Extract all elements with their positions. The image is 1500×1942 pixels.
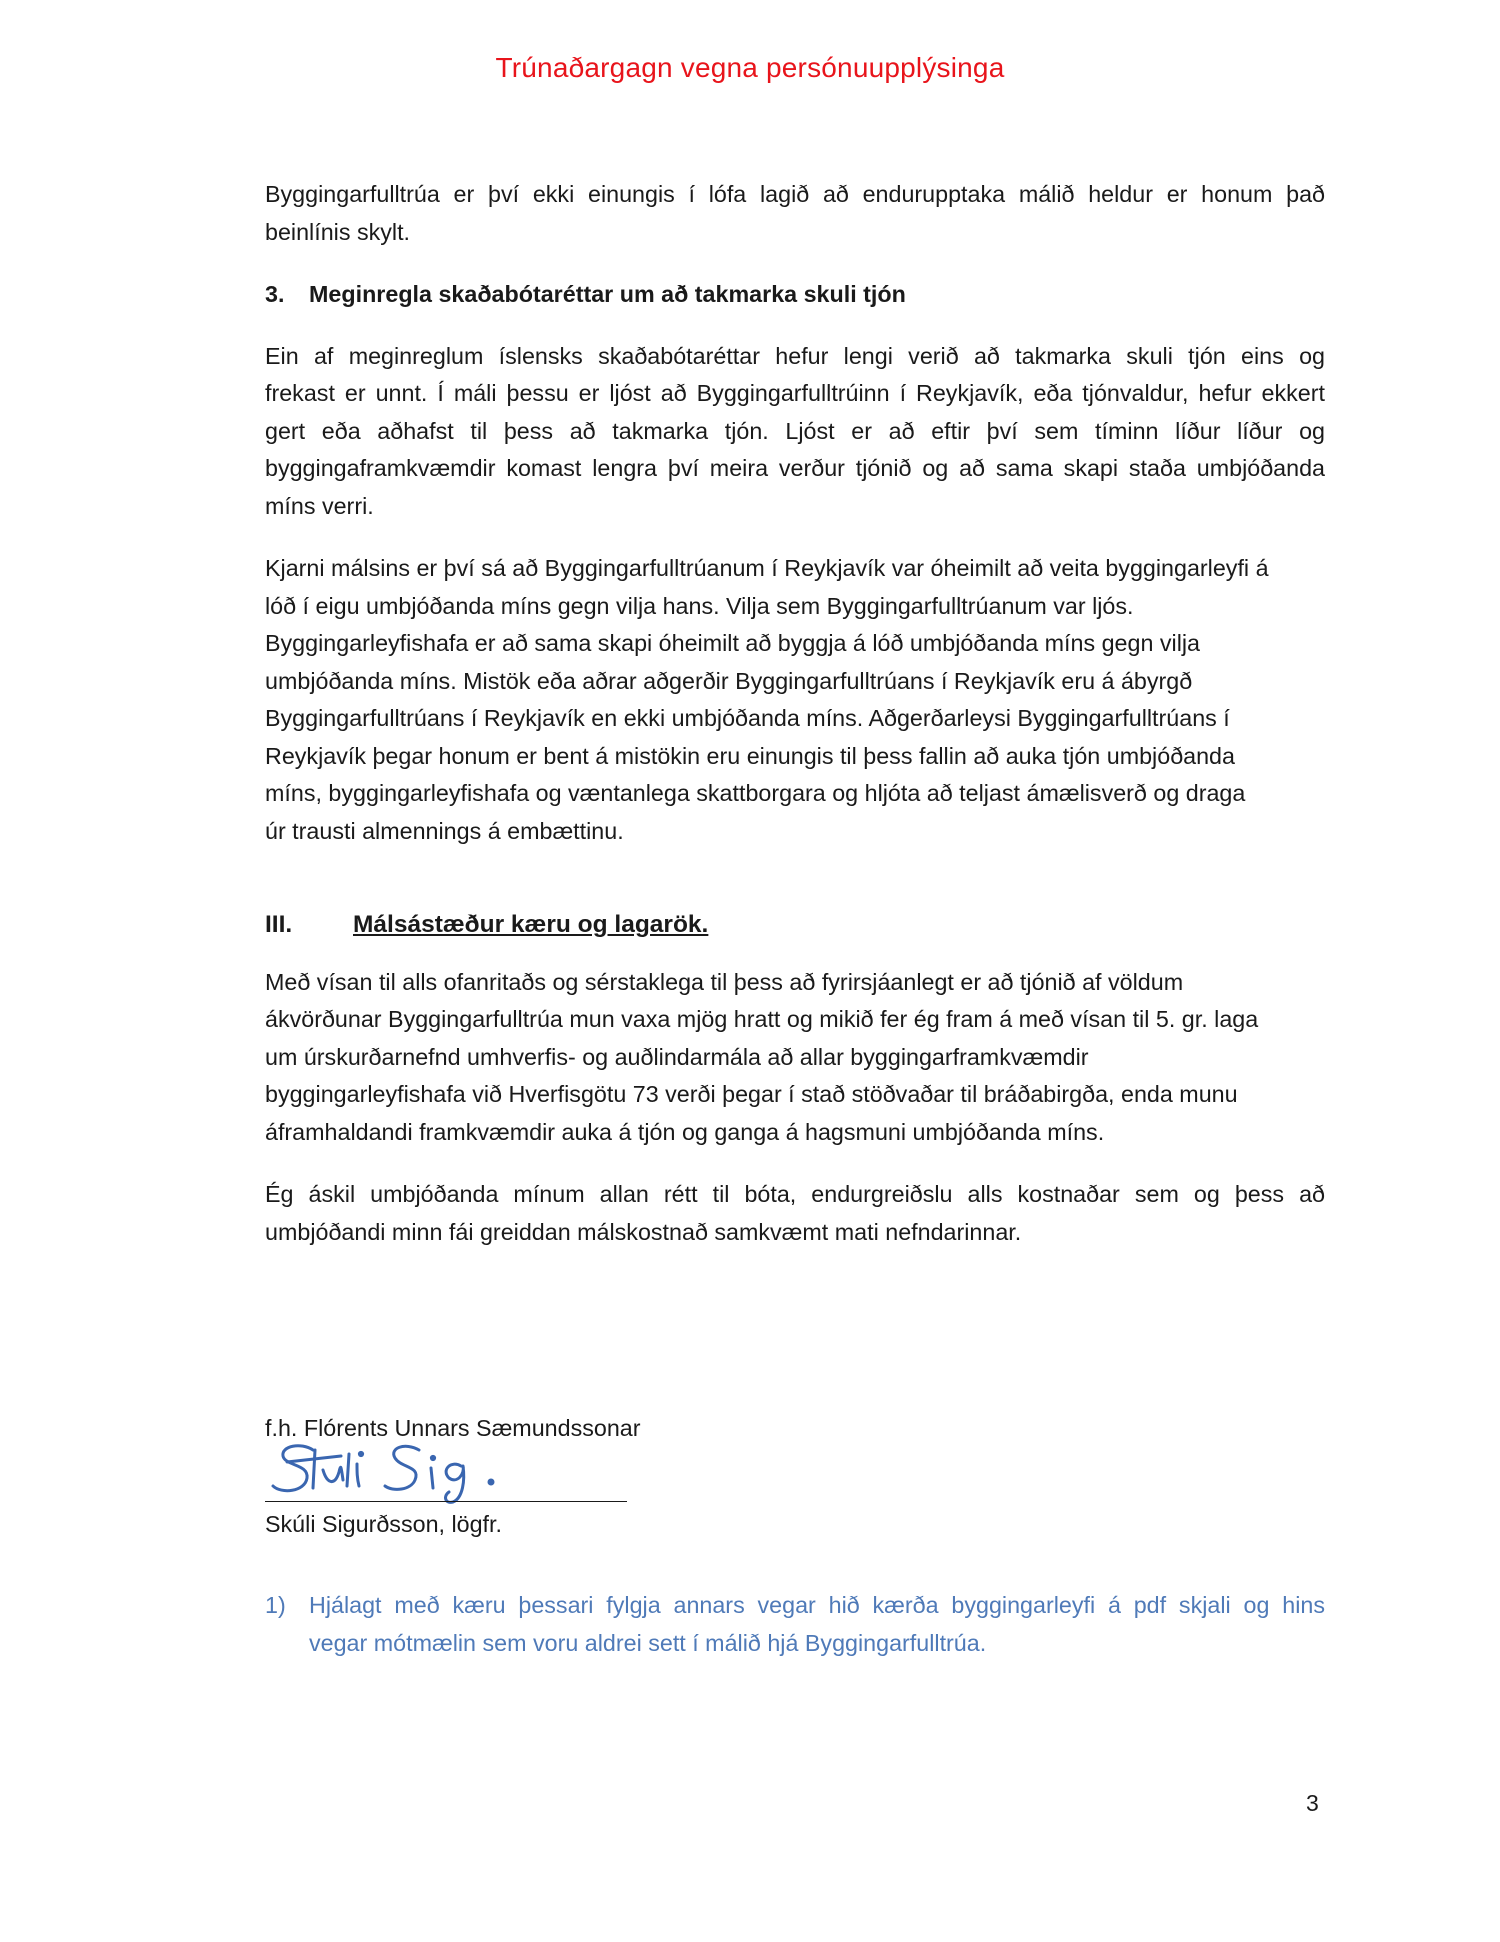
subheading-title: Meginregla skaðabótaréttar um að takmarka skuli tjón [309,281,906,307]
section-title: Málsástæður kæru og lagarök. [353,911,709,938]
on-behalf-line: f.h. Flórents Unnars Sæmundssonar [265,1415,641,1441]
paragraph-1 [265,176,1325,251]
paragraph-line: umbjóðanda míns. Mistök eða aðrar aðgerðir Byggingarfulltrúans í Reykjavík eru á ábyrgð [265,667,1193,694]
paragraph-line: Byggingarleyfishafa er að sama skapi óheimilt að byggja á lóð umbjóðanda míns gegn vilja [265,630,1201,656]
paragraph-line: míns verri. [265,492,374,519]
paragraph-line: beinlínis skylt. [265,218,411,245]
paragraph-line: Ég áskil umbjóðanda mínum allan rétt til bóta, endurgreiðslu alls kostnaðar sem og þess að [265,1181,1325,1207]
paragraph-4 [265,964,1325,1152]
subheading-number: 3. [265,281,285,307]
paragraph-line: Reykjavík þegar honum er bent á mistökin eru einungis til þess fallin að auka tjón umbjóðanda [265,742,1235,769]
paragraph-line: Ein af meginreglum íslensks skaðabótaréttar hefur lengi verið að takmarka skuli tjón eins og [265,342,1325,369]
paragraph-line: um úrskurðarnefnd umhverfis- og auðlindarmála að allar byggingarframkvæmdir [265,1043,1089,1070]
paragraph-line: umbjóðandi minn fái greiddan málskostnað samkvæmt mati nefndarinnar. [265,1218,1022,1245]
paragraph-line: lóð í eigu umbjóðanda míns gegn vilja hans. Vilja sem Byggingarfulltrúanum var ljós. [265,592,1134,619]
footnote-line: vegar mótmælin sem voru aldrei sett í málið hjá Byggingarfulltrúa. [309,1630,987,1656]
paragraph-line: Byggingarfulltrúa er því ekki einungis í lófa lagið að endurupptaka málið heldur er honum það [265,181,1325,207]
signature-block [265,1410,865,1543]
paragraph-line: ákvörðunar Byggingarfulltrúa mun vaxa mjög hratt og mikið fer ég fram á með vísan til 5. gr. laga [265,1006,1259,1032]
signatory-name: Skúli Sigurðsson, lögfr. [265,1510,502,1537]
paragraph-line: úr trausti almennings á embættinu. [265,817,624,844]
footnote [265,1586,1325,1662]
paragraph-line: áframhaldandi framkvæmdir auka á tjón og ganga á hagsmuni umbjóðanda míns. [265,1118,1105,1145]
paragraph-line: byggingaframkvæmdir komast lengra því meira verður tjónið og að sama skapi staða umbjóðanda [265,455,1325,481]
section-heading-iii [265,906,1325,944]
section-number: III. [265,911,293,938]
paragraph-line: míns, byggingarleyfishafa og væntanlega skattborgara og hljóta að teljast ámælisverð og draga [265,780,1246,806]
paragraph-3 [265,550,1325,850]
footnote-line: Hjálagt með kæru þessari fylgja annars vegar hið kærða byggingarleyfi á pdf skjali og hins [309,1592,1325,1618]
page-number: 3 [1306,1790,1319,1816]
confidential-header: Trúnaðargagn vegna persónuupplýsinga [495,52,1005,83]
document-body [265,176,1325,1276]
paragraph-line: byggingarleyfishafa við Hverfisgötu 73 verði þegar í stað stöðvaðar til bráðabirgða, enda munu [265,1081,1238,1107]
paragraph-line: Byggingarfulltrúans í Reykjavík en ekki umbjóðanda míns. Aðgerðarleysi Byggingarfulltrúans í [265,705,1230,731]
paragraph-line: frekast er unnt. Í máli þessu er ljóst að Byggingarfulltrúinn í Reykjavík, eða tjónvaldur, hefur ekkert [265,380,1325,406]
paragraph-line: gert eða aðhafst til þess að takmarka tjón. Ljóst er að eftir því sem tíminn líður líður og [265,417,1325,444]
footnote-number: 1) [265,1592,286,1618]
paragraph-5 [265,1176,1325,1251]
signature-area [265,1448,665,1506]
subheading-3 [265,276,1325,314]
footnote-text [309,1586,1325,1662]
signature-underline [265,1501,627,1502]
paragraph-line: Kjarni málsins er því sá að Byggingarfulltrúanum í Reykjavík var óheimilt að veita byggingarleyfi á [265,555,1269,581]
paragraph-2 [265,338,1325,526]
handwritten-signature [265,1436,565,1510]
paragraph-line: Með vísan til alls ofanritaðs og sérstaklega til þess að fyrirsjáanlegt er að tjónið af völdum [265,968,1184,995]
